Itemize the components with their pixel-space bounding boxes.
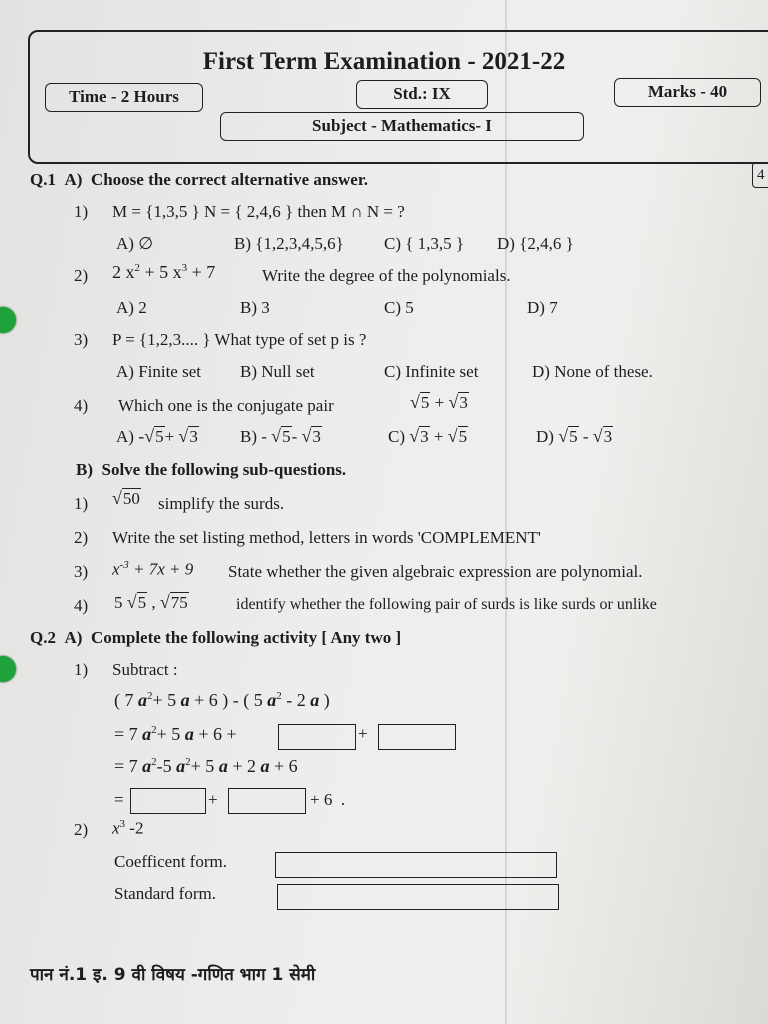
punch-hole xyxy=(0,307,16,333)
q1-heading: Q.1 A) Choose the correct alternative answer. xyxy=(30,170,369,189)
cubic-expression: $x^3$ -2 xyxy=(112,818,144,838)
q2-item-number: 1) xyxy=(74,660,89,679)
marks-badge: Marks - 40 xyxy=(614,78,761,107)
q1b-item-number: 3) xyxy=(74,562,89,581)
q1b-item-number: 4) xyxy=(74,596,89,615)
coefficient-form-label: Coefficent form. xyxy=(114,852,227,871)
answer-box[interactable] xyxy=(278,724,356,750)
option: D) {2,4,6 } xyxy=(497,234,574,253)
q1b-item-number: 2) xyxy=(74,528,89,547)
q1b-item-question: State whether the given algebraic expression are polynomial. xyxy=(228,562,643,581)
q1-item-number: 4) xyxy=(74,396,89,415)
q1-item-question: Which one is the conjugate pair xyxy=(118,396,334,415)
option: A) 2 xyxy=(116,298,147,317)
equals-sign: = xyxy=(114,790,124,809)
polynomial-expression: 2 $x^2 + 5$ $x^3 + 7$ xyxy=(112,262,216,282)
q1-item-question: Write the degree of the polynomials. xyxy=(262,266,511,285)
option: A) ∅ xyxy=(116,234,153,253)
option: D) None of these. xyxy=(532,362,653,381)
q1-item-number: 1) xyxy=(74,202,89,221)
algebraic-expression: $x^{-3} + 7x + 9$ xyxy=(112,559,194,579)
option: B) Null set xyxy=(240,362,315,381)
option: C) { 1,3,5 } xyxy=(384,234,465,253)
q1b-item-question: identify whether the following pair of surds is like surds or unlike xyxy=(236,596,657,613)
answer-box[interactable] xyxy=(378,724,456,750)
q1b-item-question: simplify the surds. xyxy=(158,494,285,513)
q1b-heading: B) Solve the following sub-questions. xyxy=(76,460,347,479)
q1b-item-number: 1) xyxy=(74,494,89,513)
option: C) Infinite set xyxy=(384,362,479,381)
surd-expression: √50 xyxy=(112,488,140,508)
option: D) 7 xyxy=(527,298,558,317)
page-footer: पान नं.1 इ. 9 वी विषय -गणित भाग 1 सेमी xyxy=(30,965,316,985)
option: C) √3 + √5 xyxy=(388,426,468,446)
option: A) -√5+ √3 xyxy=(116,426,198,446)
subtract-step-4-tail: + 6 . xyxy=(310,790,346,809)
q1-item-question: M = {1,3,5 } N = { 2,4,6 } then M ∩ N = ? xyxy=(112,202,405,221)
option: B) 3 xyxy=(240,298,270,317)
q1-item-number: 2) xyxy=(74,266,89,285)
subtract-step-1: ( 7 $a^2+ 5$ a + 6 ) - ( 5 $a^2 - 2$ a ) xyxy=(114,690,330,710)
option: B) - √5- √3 xyxy=(240,426,321,446)
time-badge: Time - 2 Hours xyxy=(45,83,203,112)
std-badge: Std.: IX xyxy=(356,80,488,109)
q1-item-number: 3) xyxy=(74,330,89,349)
q1-item-question: P = {1,2,3.... } What type of set p is ? xyxy=(112,330,367,349)
q2-item-question: Subtract : xyxy=(112,660,178,679)
exam-title: First Term Examination - 2021-22 xyxy=(202,48,566,75)
punch-hole xyxy=(0,656,16,682)
q2-item-number: 2) xyxy=(74,820,89,839)
standard-form-label: Standard form. xyxy=(114,884,216,903)
answer-box[interactable] xyxy=(130,788,206,814)
coefficient-form-box[interactable] xyxy=(275,852,557,878)
surd-pair: 5 √5 , √75 xyxy=(114,592,188,612)
subtract-step-3: = 7 $a^2-5$ $a^2+ 5$ a + 2 a + 6 xyxy=(114,756,298,776)
plus-sign: + xyxy=(358,724,368,743)
option: A) Finite set xyxy=(116,362,201,381)
subject-badge: Subject - Mathematics- I xyxy=(220,112,584,141)
q2-heading: Q.2 A) Complete the following activity [ Any two ] xyxy=(30,628,402,647)
plus-sign: + xyxy=(208,790,218,809)
answer-box[interactable] xyxy=(228,788,306,814)
option: B) {1,2,3,4,5,6} xyxy=(234,234,344,253)
standard-form-box[interactable] xyxy=(277,884,559,910)
option: C) 5 xyxy=(384,298,414,317)
q1b-item-question: Write the set listing method, letters in words 'COMPLEMENT' xyxy=(112,528,541,547)
marks-side-badge: 4 xyxy=(752,162,768,188)
surd-pair: √5 + √3 xyxy=(410,392,468,412)
option: D) √5 - √3 xyxy=(536,426,613,446)
subtract-step-2: = 7 $a^2+ 5$ a + 6 + xyxy=(114,724,237,744)
